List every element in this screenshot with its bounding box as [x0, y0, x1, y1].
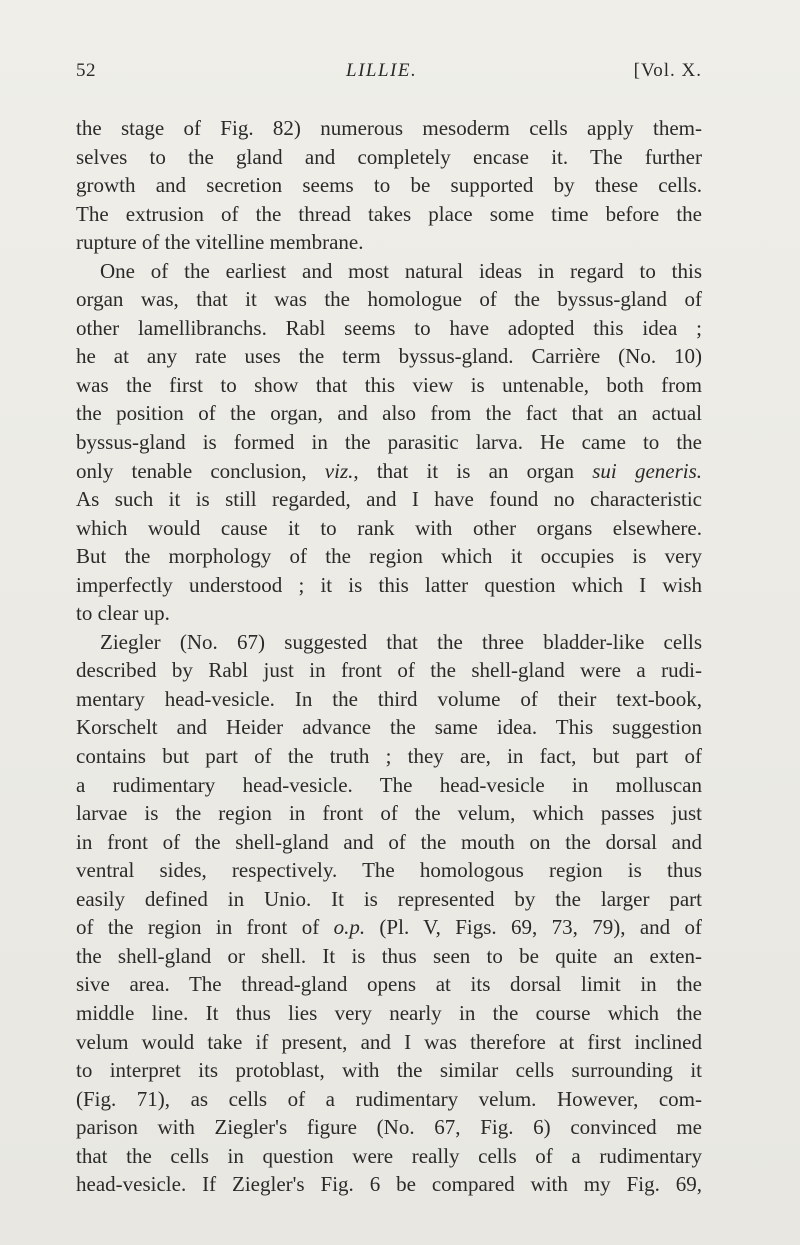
- paragraph-2: [76, 257, 702, 628]
- text-line: the stage of Fig. 82) numerous mesoderm cells apply them-: [76, 116, 702, 140]
- text-line: which would cause it to rank with other organs elsewhere.: [76, 515, 702, 540]
- text-line: of the region in front of o.p. (Pl. V, Figs. 69, 73, 79), and of: [76, 915, 702, 940]
- text-line: contains but part of the truth ; they are, in fact, but part of: [76, 744, 702, 769]
- text-line: to interpret its protoblast, with the similar cells surrounding it: [76, 1058, 702, 1083]
- text-line: But the morphology of the region which it occupies is very: [76, 544, 702, 569]
- paragraph-3: [76, 628, 702, 1199]
- text-line: byssus-gland is formed in the parasitic larva. He came to the: [76, 430, 702, 455]
- text-line: selves to the gland and completely encase it. The further: [76, 144, 702, 169]
- text-line: (Fig. 71), as cells of a rudimentary velum. However, com-: [76, 1086, 702, 1111]
- text-line: the shell-gland or shell. It is thus seen to be quite an exten-: [76, 943, 702, 968]
- text-line: described by Rabl just in front of the shell-gland were a rudi-: [76, 658, 702, 683]
- text-line: only tenable conclusion, viz., that it is an organ sui generis.: [76, 458, 703, 483]
- body-text: [76, 114, 702, 1199]
- text-line: One of the earliest and most natural ideas in regard to this: [100, 258, 702, 283]
- text-line: that the cells in question were really cells of a rudimentary: [76, 1143, 702, 1168]
- running-head-volume: [Vol. X.: [633, 60, 702, 81]
- text-line: in front of the shell-gland and of the mouth on the dorsal and: [76, 829, 702, 854]
- text-line: Ziegler (No. 67) suggested that the three bladder-like cells: [100, 629, 702, 654]
- text-line: The extrusion of the thread takes place some time before the: [76, 201, 702, 226]
- text-line: mentary head-vesicle. In the third volume of their text-book,: [76, 686, 702, 711]
- text-line: As such it is still regarded, and I have found no characteristic: [76, 487, 702, 512]
- text-line: a rudimentary head-vesicle. The head-vesicle in molluscan: [76, 772, 702, 797]
- text-line: the position of the organ, and also from the fact that an actual: [76, 401, 702, 426]
- text-line: larvae is the region in front of the velum, which passes just: [76, 801, 702, 826]
- text-line: rupture of the vitelline membrane.: [76, 230, 364, 255]
- text-line: imperfectly understood ; it is this latter question which I wish: [76, 572, 702, 597]
- text-line: to clear up.: [76, 601, 170, 626]
- text-line: Korschelt and Heider advance the same idea. This suggestion: [76, 715, 702, 740]
- text-line: velum would take if present, and I was therefore at first inclined: [76, 1029, 702, 1054]
- page-number: 52: [76, 60, 96, 81]
- text-line: sive area. The thread-gland opens at its dorsal limit in the: [76, 972, 702, 997]
- running-head-author: LILLIE.: [346, 60, 418, 81]
- text-line: he at any rate uses the term byssus-gland. Carrière (No. 10): [76, 344, 702, 369]
- text-line: growth and secretion seems to be supported by these cells.: [76, 173, 702, 198]
- text-line: easily defined in Unio. It is represented by the larger part: [76, 886, 702, 911]
- text-line: head-vesicle. If Ziegler's Fig. 6 be compared with my Fig. 69,: [76, 1172, 702, 1197]
- running-head: [76, 60, 702, 90]
- text-line: ventral sides, respectively. The homologous region is thus: [76, 858, 702, 883]
- paragraph-1: [76, 114, 702, 257]
- text-line: other lamellibranchs. Rabl seems to have adopted this idea ;: [76, 315, 702, 340]
- text-line: parison with Ziegler's figure (No. 67, Fig. 6) convinced me: [76, 1115, 702, 1140]
- text-line: was the first to show that this view is untenable, both from: [76, 372, 702, 397]
- text-line: organ was, that it was the homologue of the byssus-gland of: [76, 287, 702, 312]
- text-line: middle line. It thus lies very nearly in the course which the: [76, 1000, 702, 1025]
